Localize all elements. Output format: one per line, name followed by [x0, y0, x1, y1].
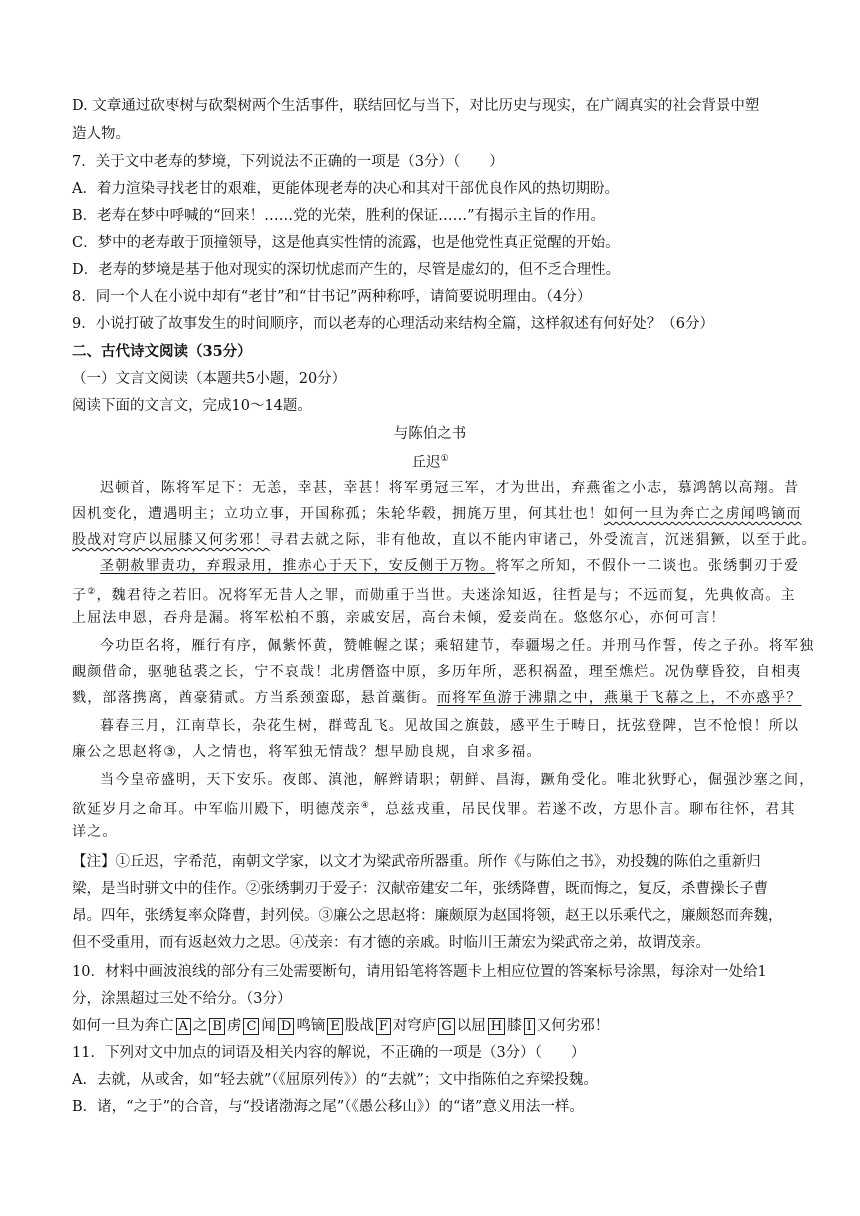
p1-line3 — [72, 530, 817, 550]
q7-option-d: D．老寿的梦境是基于他对现实的深切忧虑而产生的，尽管是虚幻的，但不乏合理性。 — [72, 262, 621, 278]
p2-line1-text: 将军之所知，不假仆一二谈也。张绣剚刃于爱 — [495, 558, 800, 574]
passage-title: 与陈伯之书 — [393, 426, 467, 442]
subsection-heading: （一）文言文阅读（本题共5小题，20分） — [72, 371, 347, 387]
p4-line2: 廉公之思赵将③，人之情也，将军独无情哉？想早励良规，自求多福。 — [72, 744, 542, 760]
q10-stem-line2: 分，涂黑超过三处不给分。（3分） — [72, 991, 292, 1007]
q10-stem-line1: 10．材料中画波浪线的部分有三处需要断句，请用铅笔将答题卡上相应位置的答案标号涂黑，每涂对一处给1 — [72, 964, 767, 980]
notes-line1: 【注】①丘迟，字希范，南朝文学家，以文才为梁武帝所器重。所作《与陈伯之书》，劝投魏的陈伯之重新归 — [72, 854, 761, 870]
p5-line2-rest: ，总兹戎重，吊民伐罪。若遂不改，方思仆言。聊布往怀，君其 — [370, 801, 796, 818]
answer-box-h[interactable]: H — [488, 1018, 505, 1035]
notes-line4: 但不受重用，而有返赵效力之思。④茂亲：有才德的亲戚。时临川王萧宏为梁武帝之弟，故谓茂亲。 — [72, 935, 710, 951]
answer-box-e[interactable]: E — [327, 1018, 343, 1035]
seq-text: 如何一旦为奔亡 — [72, 1018, 174, 1034]
underlined-sentence-1: 圣朝赦罪责功，弃瑕录用，推赤心于天下，安反侧于万物。 — [100, 558, 496, 574]
p3-line1: 今功臣名将，雁行有序，佩紫怀黄，赞帷幄之谋；乘轺建节，奉疆埸之任。并刑马作誓，传之子孙。将军独 — [100, 638, 815, 654]
author-footnote-mark: ① — [440, 454, 449, 464]
q6-option-d-line1: D. 文章通过砍枣树与砍梨树两个生活事件，联结回忆与当下，对比历史与现实，在广阔真实的社会背景中塑 — [72, 98, 760, 114]
q8-stem: 8．同一个人在小说中却有“老甘”和“甘书记”两种称呼，请简要说明理由。（4分） — [72, 289, 592, 305]
author-name: 丘迟 — [411, 454, 441, 471]
footnote-mark-4: ④ — [360, 801, 371, 811]
wavy-passage-part2: 股战对穹庐以屈膝又何劣邪！ — [72, 532, 270, 548]
p5-line2-text: 欲延岁月之命耳。中军临川殿下，明德茂亲 — [72, 801, 361, 818]
q11-option-a: A．去就，从或舍，如“轻去就”（《屈原列传》）的“去就”；文中指陈伯之弃梁投魏。 — [72, 1072, 598, 1088]
seq-text: 之 — [192, 1018, 208, 1034]
answer-box-f[interactable]: F — [376, 1018, 391, 1035]
q7-option-b: B．老寿在梦中呼喊的“回来！……党的光荣，胜利的保证……”有揭示主旨的作用。 — [72, 208, 605, 224]
p1-line1: 迟顿首，陈将军足下：无恙，幸甚，幸甚！将军勇冠三军，才为世出，弃燕雀之小志，慕鸿鹄以高翔。昔 — [100, 480, 800, 496]
p1-line3-text: 寻君去就之际，非有他故，直以不能内审诸己，外受流言，沉迷猖獗，以至于此。 — [269, 532, 817, 548]
seq-text: 以屈 — [456, 1018, 486, 1034]
p1-line2-text: 因机变化，遭遇明主；立功立事，开国称孤；朱轮华毂，拥旄万里，何其壮也！ — [72, 506, 604, 522]
q9-stem: 9．小说打破了故事发生的时间顺序，而以老寿的心理活动来结构全篇，这样叙述有何好处？（6分） — [72, 316, 714, 332]
p5-line1: 当今皇帝盛明，天下安乐。夜郎、滇池，解辫请职；朝鲜、昌海，蹶角受化。唯北狄野心，倔强沙塞之间， — [100, 772, 815, 788]
seq-text: 股战 — [344, 1018, 374, 1034]
q6-option-d-line2: 造人物。 — [72, 126, 130, 142]
p3-line3-text: 戮，部落携离，酋豪猜贰。方当系颈蛮邸，悬首藁街。 — [72, 690, 437, 706]
q11-stem: 11．下列对文中加点的词语及相关内容的解说，不正确的一项是（3分）（ ） — [72, 1045, 586, 1061]
answer-box-b[interactable]: B — [209, 1018, 225, 1035]
seq-text: 膝 — [507, 1018, 522, 1034]
answer-box-d[interactable]: D — [278, 1018, 294, 1035]
p2-line1 — [100, 556, 799, 576]
passage-author — [0, 449, 860, 473]
answer-box-g[interactable]: G — [438, 1018, 454, 1035]
underlined-sentence-2: 而将军鱼游于沸鼎之中，燕巢于飞幕之上，不亦惑乎？ — [436, 690, 802, 706]
q11-option-b: B．诸，“之于”的合音，与“投诸渤海之尾”（《愚公移山》）的“诸”意义用法一样。 — [72, 1099, 584, 1115]
seq-text: 鸣镝 — [296, 1018, 326, 1034]
p5-line2 — [72, 796, 796, 820]
q7-option-c: C．梦中的老寿敢于顶撞领导，这是他真实性情的流露，也是他党性真正觉醒的开始。 — [72, 235, 620, 251]
footnote-mark-2: ② — [87, 587, 97, 597]
p4-line1: 暮春三月，江南草长，杂花生树，群莺乱飞。见故国之旗鼓，感平生于畴日，抚弦登陴，岂不怆悢！所以 — [100, 718, 800, 734]
p2-line2 — [72, 582, 796, 606]
wavy-passage-part1: 如何一旦为奔亡之虏闻鸣镝而 — [604, 506, 802, 522]
p2-line2-start: 子 — [72, 587, 88, 604]
q7-option-a: A．着力渲染寻找老甘的艰难，更能体现老寿的决心和其对干部优良作风的热切期盼。 — [72, 181, 619, 197]
section-heading: 二、古代诗文阅读（35分） — [72, 343, 252, 360]
notes-line3: 昂。四年，张绣复率众降曹，封列侯。③廉公之思赵将：廉颇原为赵国将领，赵王以乐乘代之，廉颇怒而奔魏， — [72, 908, 783, 924]
seq-text: 又何劣邪！ — [536, 1018, 610, 1034]
answer-box-c[interactable]: C — [243, 1018, 259, 1035]
q10-answer-sequence — [72, 1016, 609, 1036]
p1-line2 — [72, 504, 802, 524]
p3-line3 — [72, 688, 802, 708]
answer-box-a[interactable]: A — [176, 1018, 191, 1035]
p3-line2: 靦颜借命，驱驰毡裘之长，宁不哀哉！北虏僭盗中原，多历年所，恶积祸盈，理至燋烂。况伪孽昏狡，自相夷 — [72, 664, 802, 680]
notes-line2: 梁，是当时骈文中的佳作。②张绣剚刃于爱子：汉献帝建安二年，张绣降曹，既而悔之，复反，杀曹操长子曹 — [72, 881, 768, 897]
p2-line2-text: ，魏君待之若旧。况将军无昔人之罪，而勋重于当世。夫迷涂知返，往哲是与；不远而复，先典攸高。主 — [96, 587, 796, 604]
seq-text: 闻 — [261, 1018, 276, 1034]
answer-box-i[interactable]: I — [524, 1018, 535, 1035]
seq-text: 虏 — [226, 1018, 242, 1034]
q7-stem: 7．关于文中老寿的梦境，下列说法不正确的一项是（3分）（ ） — [72, 154, 504, 170]
instruction: 阅读下面的文言文，完成10～14题。 — [72, 398, 312, 414]
p5-line3: 详之。 — [72, 824, 118, 840]
seq-text: 对穹庐 — [392, 1018, 437, 1034]
p2-line3: 上屈法申恩，吞舟是漏。将军松柏不翦，亲戚安居，高台未倾，爱妾尚在。悠悠尔心，亦何可言！ — [72, 610, 726, 626]
